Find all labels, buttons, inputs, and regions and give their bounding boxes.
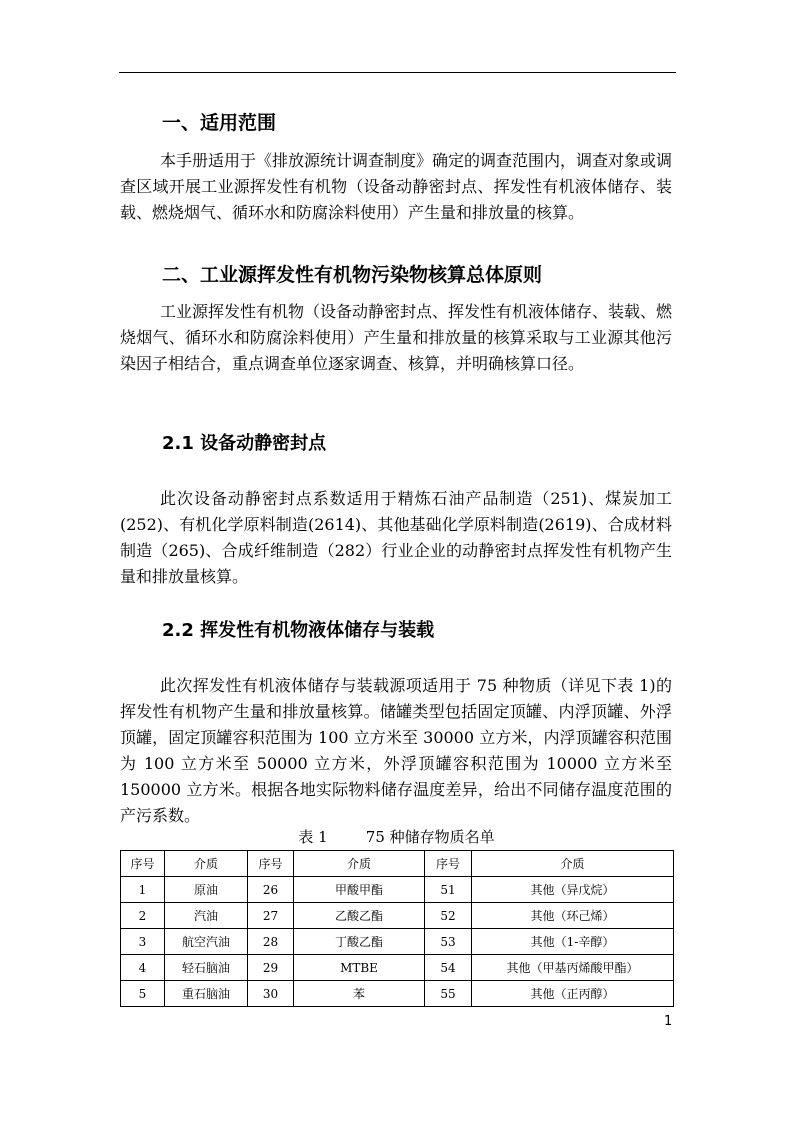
table-header-cell: 序号	[121, 851, 165, 877]
table-caption: 表 1 75 种储存物质名单	[298, 828, 495, 846]
header-rule	[119, 72, 676, 73]
table-cell: 3	[121, 929, 165, 955]
table-cell: 55	[425, 981, 472, 1007]
table-cell: 乙酸乙酯	[294, 903, 425, 929]
table-cell: 原油	[165, 877, 248, 903]
table-cell: 其他（环己烯）	[472, 903, 674, 929]
table-cell: 其他（甲基丙烯酸甲酯）	[472, 955, 674, 981]
table-cell: 28	[248, 929, 294, 955]
table-cell: 丁酸乙酯	[294, 929, 425, 955]
table-row	[121, 929, 674, 955]
section-heading-scope: 一、适用范围	[162, 112, 277, 134]
table-cell: 重石脑油	[165, 981, 248, 1007]
table-cell: 52	[425, 903, 472, 929]
table-cell: 甲酸甲酯	[294, 877, 425, 903]
table-cell: 5	[121, 981, 165, 1007]
table-header-cell: 介质	[472, 851, 674, 877]
table-cell: 30	[248, 981, 294, 1007]
table-row	[121, 903, 674, 929]
table-cell: 53	[425, 929, 472, 955]
table-header-cell: 介质	[294, 851, 425, 877]
section-heading-storage-loading: 2.2 挥发性有机物液体储存与装载	[162, 620, 435, 641]
table-row	[121, 877, 674, 903]
table-cell: MTBE	[294, 955, 425, 981]
storage-loading-paragraph: 此次挥发性有机液体储存与装载源项适用于 75 种物质（详见下表 1)的挥发性有机物产生量和排放量核算。储罐类型包括固定顶罐、内浮顶罐、外浮顶罐，固定顶罐容积范围为 100 立方米至 30000 立方米，内浮顶罐容积范围为 100 立方米至 50000 立方米，外浮顶罐容积范围为 10000 立方米至 150000 立方米。根据各地实际物料储存温度差异，给出不同储存温度范围的产污系数。	[120, 676, 672, 825]
table-cell: 航空汽油	[165, 929, 248, 955]
table-cell: 其他（正丙醇）	[472, 981, 674, 1007]
table-row	[121, 955, 674, 981]
table-cell: 29	[248, 955, 294, 981]
table-cell: 1	[121, 877, 165, 903]
scope-paragraph: 本手册适用于《排放源统计调查制度》确定的调查范围内，调查对象或调查区域开展工业源挥发性有机物（设备动静密封点、挥发性有机液体储存、装载、燃烧烟气、循环水和防腐涂料使用）产生量和排放量的核算。	[120, 151, 673, 222]
principles-paragraph: 工业源挥发性有机物（设备动静密封点、挥发性有机液体储存、装载、燃烧烟气、循环水和防腐涂料使用）产生量和排放量的核算采取与工业源其他污染因子相结合，重点调查单位逐家调查、核算，并明确核算口径。	[120, 302, 673, 373]
table-row	[121, 981, 674, 1007]
table-cell: 2	[121, 903, 165, 929]
table-cell: 其他（1-辛醇）	[472, 929, 674, 955]
substances-table	[120, 850, 674, 1007]
table-cell: 苯	[294, 981, 425, 1007]
table-cell: 51	[425, 877, 472, 903]
table-cell: 4	[121, 955, 165, 981]
table-cell: 轻石脑油	[165, 955, 248, 981]
seal-points-paragraph: 此次设备动静密封点系数适用于精炼石油产品制造（251)、煤炭加工(252)、有机化学原料制造(2614)、其他基础化学原料制造(2619)、合成材料制造（265)、合成纤维制造（282）行业企业的动静密封点挥发性有机物产生量和排放量核算。	[120, 489, 672, 586]
table-header-cell: 序号	[248, 851, 294, 877]
section-heading-principles: 二、工业源挥发性有机物污染物核算总体原则	[162, 264, 543, 286]
table-cell: 54	[425, 955, 472, 981]
table-cell: 27	[248, 903, 294, 929]
table-header-cell: 序号	[425, 851, 472, 877]
table-header-cell: 介质	[165, 851, 248, 877]
table-cell: 汽油	[165, 903, 248, 929]
table-cell: 其他（异戊烷）	[472, 877, 674, 903]
section-heading-seal-points: 2.1 设备动静密封点	[162, 433, 327, 454]
table-cell: 26	[248, 877, 294, 903]
table-header-row	[121, 851, 674, 877]
page-number: 1	[664, 1014, 673, 1029]
